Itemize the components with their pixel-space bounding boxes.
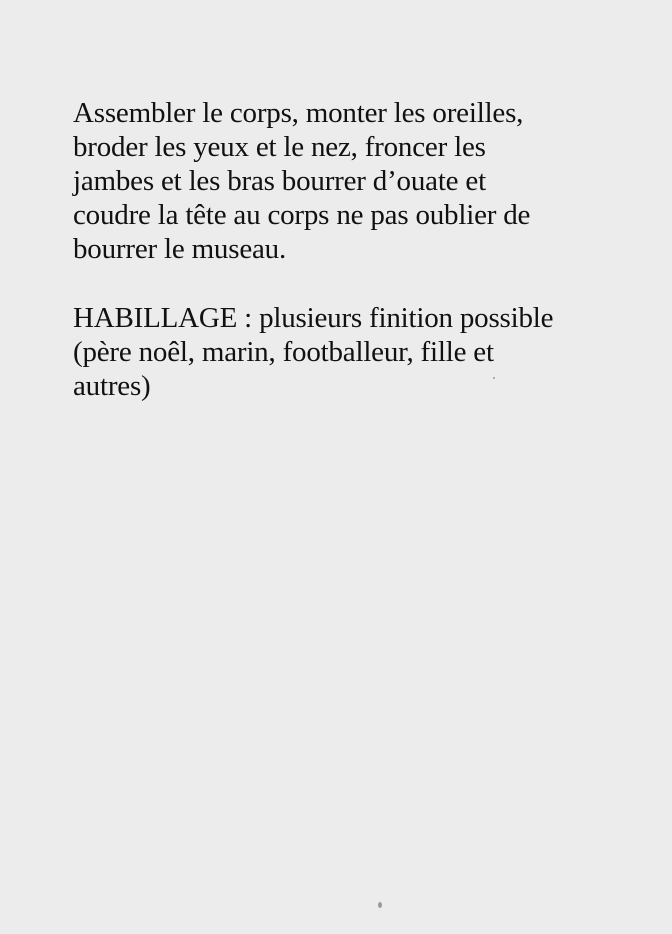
paragraph-line: bourrer le museau. xyxy=(73,233,287,265)
paragraph-line: HABILLAGE : plusieurs finition possible xyxy=(73,302,554,334)
paragraph-line: coudre la tête au corps ne pas oublier de xyxy=(73,199,531,231)
paragraph-line: jambes et les bras bourrer d’ouate et xyxy=(73,165,486,197)
paragraph-line: autres) xyxy=(73,370,151,402)
dressing-options-paragraph xyxy=(73,301,613,403)
paragraph-line: broder les yeux et le nez, froncer les xyxy=(73,131,486,163)
assembly-instructions-paragraph xyxy=(73,96,613,266)
paragraph-line: (père noêl, marin, footballeur, fille et xyxy=(73,336,494,368)
paragraph-line: Assembler le corps, monter les oreilles, xyxy=(73,97,524,129)
scan-speck xyxy=(493,377,495,379)
scan-speck xyxy=(378,902,382,908)
